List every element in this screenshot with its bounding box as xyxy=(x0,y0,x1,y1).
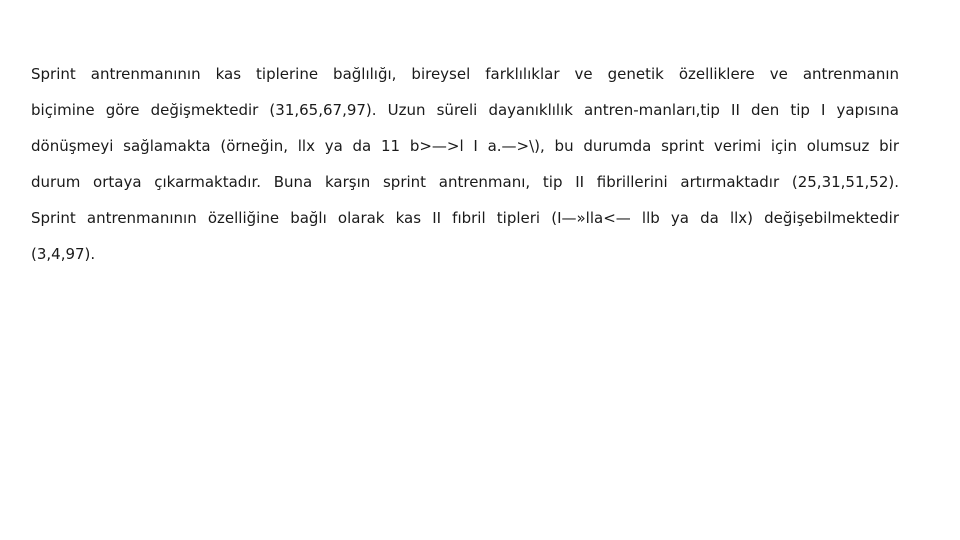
paragraph-line: dönüşmeyi sağlamakta (örneğin, llx ya da 11 b>—>l I a.—>\), bu durumda sprint verimi için olumsuz bir xyxy=(31,137,899,155)
paragraph-line: (3,4,97). xyxy=(31,245,96,263)
paragraph xyxy=(31,56,899,272)
paragraph-line: Sprint antrenmanının özelliğine bağlı olarak kas II fıbril tipleri (I—»lla<— llb ya da llx) değişebilmektedir xyxy=(31,209,899,227)
paragraph-line: Sprint antrenmanının kas tiplerine bağlılığı, bireysel farklılıklar ve genetik özelliklere ve antrenmanın xyxy=(31,65,899,83)
paragraph-line: durum ortaya çıkarmaktadır. Buna karşın sprint antrenmanı, tip II fibrillerini artırmaktadır (25,31,51,52). xyxy=(31,173,899,191)
paragraph-line: biçimine göre değişmektedir (31,65,67,97). Uzun süreli dayanıklılık antren-manları,tip II den tip I yapısına xyxy=(31,101,899,119)
